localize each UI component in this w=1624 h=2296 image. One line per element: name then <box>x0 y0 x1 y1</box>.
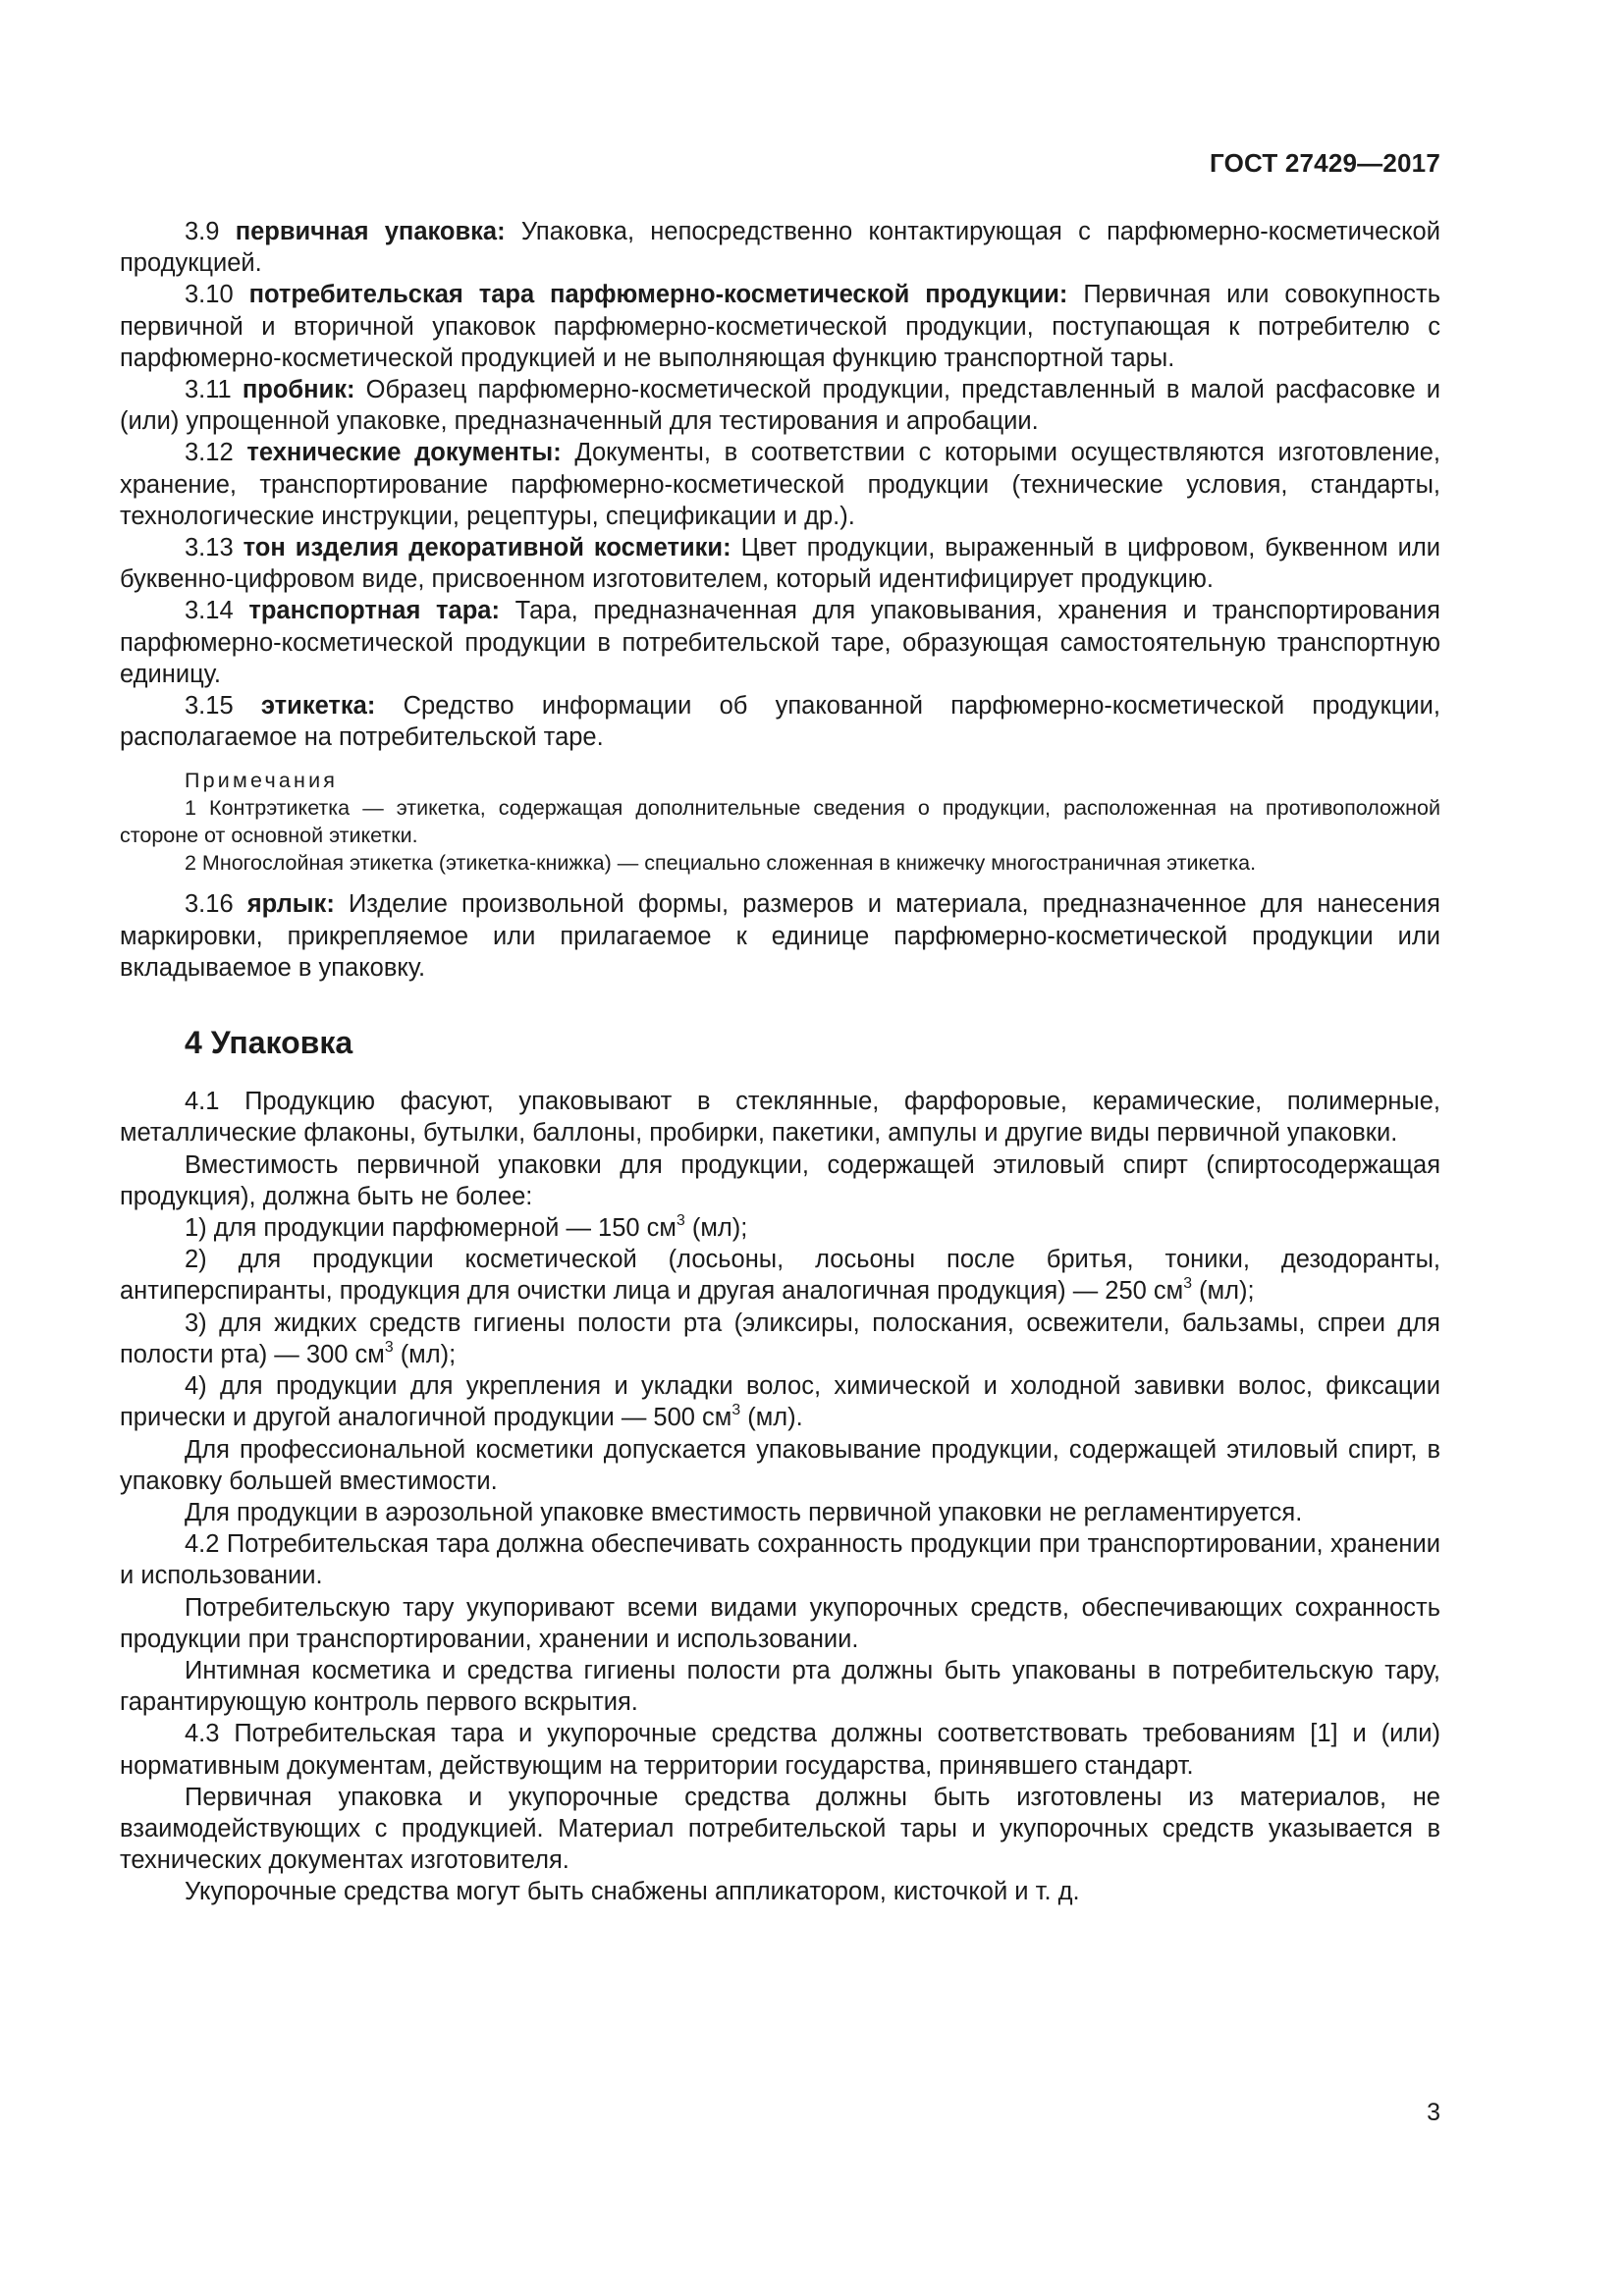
standard-header: ГОСТ 27429—2017 <box>1210 148 1440 178</box>
list-item <box>120 1308 1440 1370</box>
term-name: потребительская тара парфюмерно-косметической продукции: <box>248 281 1068 309</box>
term-name: тон изделия декоративной косметики: <box>243 534 731 562</box>
term-definition: Цвет продукции, выраженный в цифровом, буквенном или буквенно-цифровом виде, присвоенном изготовителем, который идентифицирует продукцию. <box>120 534 1440 594</box>
list-item <box>120 1212 1440 1244</box>
term-name: ярлык: <box>246 890 335 919</box>
term-3-9 <box>120 216 1440 279</box>
superscript: 3 <box>1183 1275 1193 1293</box>
list-text: 3) для жидких средств гигиены полости рта (эликсиры, полоскания, освежители, бальзамы, спреи для полости рта) — 300 см <box>120 1308 1440 1368</box>
list-text: 1) для продукции парфюмерной — 150 см <box>185 1214 677 1243</box>
list-text: 4) для продукции для укрепления и укладки волос, химической и холодной завивки волос, фиксации прически и другой аналогичной продукции — 500 см <box>120 1372 1440 1432</box>
term-definition: Образец парфюмерно-косметической продукции, представленный в малой расфасовке и (или) упрощенной упаковке, предназначенный для тестирования и апробации. <box>120 376 1440 436</box>
term-number: 3.11 <box>185 376 232 404</box>
term-number: 3.16 <box>185 890 234 919</box>
section-4-heading: 4 Упаковка <box>185 1025 353 1061</box>
notes-block <box>120 767 1440 877</box>
page-number: 3 <box>1427 2099 1440 2126</box>
term-3-16 <box>120 888 1440 984</box>
paragraph: Первичная упаковка и укупорочные средства должны быть изготовлены из материалов, не взаимодействующих с продукцией. Материал потребительской тары и укупорочных средств указывается в технических документах изготовителя. <box>120 1783 1440 1875</box>
paragraph: Интимная косметика и средства гигиены полости рта должны быть упакованы в потребительскую тару, гарантирующую контроль первого вскрытия. <box>120 1656 1440 1717</box>
term-definition: Средство информации об упакованной парфюмерно-косметической продукции, располагаемое на потребительской таре. <box>120 692 1440 752</box>
term-name: этикетка: <box>260 692 376 721</box>
paragraph: Вместимость первичной упаковки для продукции, содержащей этиловый спирт (спиртосодержащая продукция), должна быть не более: <box>120 1150 1440 1210</box>
paragraph: 4.1 Продукцию фасуют, упаковывают в стеклянные, фарфоровые, керамические, полимерные, металлические флаконы, бутылки, баллоны, пробирки, пакетики, ампулы и другие виды первичной упаковки. <box>120 1088 1440 1148</box>
term-number: 3.14 <box>185 597 234 625</box>
paragraph: 4.3 Потребительская тара и укупорочные средства должны соответствовать требованиям [1] и (или) нормативным документам, действующим на территории государства, принявшего стандарт. <box>120 1720 1440 1780</box>
paragraph: Укупорочные средства могут быть снабжены аппликатором, кисточкой и т. д. <box>185 1878 1080 1906</box>
term-number: 3.12 <box>185 439 234 467</box>
list-item <box>120 1244 1440 1307</box>
paragraph: 4.2 Потребительская тара должна обеспечивать сохранность продукции при транспортировании, хранении и использовании. <box>120 1530 1440 1590</box>
term-name: пробник: <box>242 376 355 404</box>
page-content <box>120 216 1440 1908</box>
term-definition: Первичная или совокупность первичной и вторичной упаковок парфюмерно-косметической продукции, поступающая к потребителю с парфюмерно-косметической продукцией и не выполняющая функцию транспортной тары. <box>120 281 1440 372</box>
term-definition: Документы, в соответствии с которыми осуществляются изготовление, хранение, транспортирование парфюмерно-косметической продукции (технические условия, стандарты, технологические инструкции, рецептуры, спецификации и др.). <box>120 439 1440 530</box>
term-3-12 <box>120 437 1440 532</box>
term-number: 3.10 <box>185 281 234 309</box>
list-text: (мл); <box>1192 1277 1255 1306</box>
list-text: (мл); <box>393 1340 457 1368</box>
superscript: 3 <box>731 1402 741 1419</box>
term-number: 3.9 <box>185 218 220 245</box>
term-name: первичная упаковка: <box>235 218 506 245</box>
list-text: 2) для продукции косметической (лосьоны, лосьоны после бритья, тоники, дезодоранты, антиперспиранты, продукция для очистки лица и другая аналогичная продукция) — 250 см <box>120 1246 1440 1306</box>
term-number: 3.13 <box>185 534 234 562</box>
paragraph: Для профессиональной косметики допускается упаковывание продукции, содержащей этиловый спирт, в упаковку большей вместимости. <box>120 1435 1440 1495</box>
term-definition: Тара, предназначенная для упаковывания, хранения и транспортирования парфюмерно-косметической продукции в потребительской таре, образующая самостоятельную транспортную единицу. <box>120 597 1440 688</box>
term-name: транспортная тара: <box>248 597 500 625</box>
term-3-15 <box>120 690 1440 753</box>
term-3-13 <box>120 532 1440 595</box>
term-3-10 <box>120 279 1440 374</box>
superscript: 3 <box>384 1338 394 1356</box>
term-number: 3.15 <box>185 692 234 721</box>
paragraph: Для продукции в аэрозольной упаковке вместимость первичной упаковки не регламентируется. <box>185 1498 1303 1526</box>
superscript: 3 <box>676 1212 685 1230</box>
term-3-11 <box>120 374 1440 437</box>
term-definition: Упаковка, непосредственно контактирующая с парфюмерно-косметической продукцией. <box>120 218 1440 278</box>
paragraph: Потребительскую тару укупоривают всеми видами укупорочных средств, обеспечивающих сохранность продукции при транспортировании, хранении и использовании. <box>120 1593 1440 1653</box>
list-item <box>120 1370 1440 1433</box>
term-3-14 <box>120 595 1440 690</box>
list-text: (мл). <box>740 1404 803 1432</box>
note-item: 2 Многослойная этикетка (этикетка-книжка) — специально сложенная в книжечку многостраничная этикетка. <box>185 851 1257 876</box>
note-item: 1 Контрэтикетка — этикетка, содержащая дополнительные сведения о продукции, расположенная на противоположной стороне от основной этикетки. <box>120 796 1440 848</box>
notes-title: Примечания <box>185 769 339 793</box>
term-definition: Изделие произвольной формы, размеров и материала, предназначенное для нанесения маркировки, прикрепляемое или прилагаемое к единице парфюмерно-косметической продукции или вкладываемое в упаковку. <box>120 890 1440 982</box>
list-text: (мл); <box>684 1214 748 1243</box>
term-name: технические документы: <box>246 439 562 467</box>
